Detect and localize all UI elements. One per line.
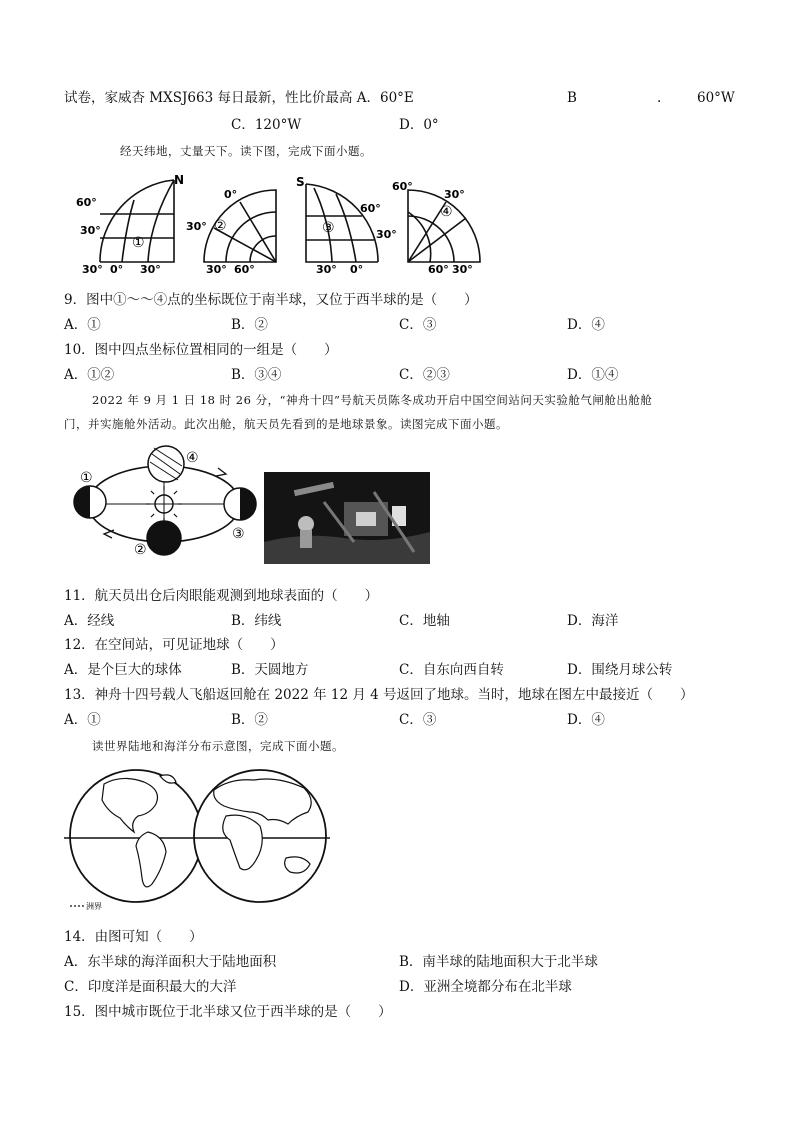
q8-option-d: D．0°	[399, 117, 439, 133]
q13-option-b: B．②	[231, 712, 268, 728]
d1-lat60-label: 60°	[76, 196, 97, 209]
q14-option-a: A．东半球的海洋面积大于陆地面积	[64, 954, 277, 970]
earth-orbit-diagram	[68, 442, 266, 564]
d3-lat60-label: 60°	[360, 202, 381, 215]
d3-south-label: S	[296, 175, 305, 189]
d4-top60-label: 60°	[392, 180, 413, 193]
d3-lon-a-label: 30°	[316, 263, 337, 276]
q8-option-c: C．120°W	[231, 117, 302, 133]
q13-option-c: C．③	[399, 712, 437, 728]
intro-spacewalk-line1: 2022 年 9 月 1 日 18 时 26 分，“神舟十四”号航天员陈冬成功开启中国空间站问天实验舱气闸舱出舱舱	[92, 393, 653, 407]
d2-left30-label: 30°	[186, 220, 207, 233]
q8-stem: 试卷，家威杏 MXSJ663 每日最新，性比价最高 A．60°E	[64, 90, 414, 106]
map-legend-border-label: 洲界	[86, 902, 102, 911]
orbit-marker-1: ①	[80, 470, 93, 486]
d2-bottom60-label: 60°	[234, 263, 255, 276]
q12-stem: 12．在空间站，可见证地球（ ）	[64, 637, 284, 653]
spacewalk-photo	[264, 472, 430, 564]
intro-coordinates: 经天纬地，丈量天下。读下图，完成下面小题。	[120, 144, 372, 158]
d4-bottom30-label: 30°	[452, 263, 473, 276]
orbit-marker-3: ③	[232, 526, 245, 542]
q14-option-d: D．亚洲全境都分布在北半球	[399, 979, 572, 995]
d3-lat30-label: 30°	[376, 228, 397, 241]
d1-lon-a-label: 30°	[82, 263, 103, 276]
q9-option-c: C．③	[399, 317, 437, 333]
q9-stem: 9．图中①～～④点的坐标既位于南半球，又位于西半球的是（ ）	[64, 292, 478, 308]
q10-option-c: C．②③	[399, 367, 450, 383]
q8-option-b-value: 60°W	[697, 90, 735, 106]
q13-option-a: A．①	[64, 712, 101, 728]
coordinate-grid-figure	[74, 172, 504, 276]
orbit-marker-2: ②	[134, 542, 147, 558]
q9-option-d: D．④	[567, 317, 605, 333]
q11-stem: 11．航天员出仓后肉眼能观测到地球表面的（ ）	[64, 588, 379, 604]
d4-right30-label: 30°	[444, 188, 465, 201]
q10-stem: 10．图中四点坐标位置相同的一组是（ ）	[64, 342, 338, 358]
q12-option-a: A．是个巨大的球体	[64, 662, 182, 678]
q9-option-a: A．①	[64, 317, 101, 333]
q11-option-d: D．海洋	[567, 613, 619, 629]
q11-option-b: B．纬线	[231, 613, 282, 629]
q8-option-b-dot: .	[657, 90, 662, 106]
q14-option-b: B．南半球的陆地面积大于北半球	[399, 954, 598, 970]
d1-lat30-label: 30°	[80, 224, 101, 237]
q12-option-d: D．围绕月球公转	[567, 662, 673, 678]
q11-option-a: A．经线	[64, 613, 115, 629]
q9-option-b: B．②	[231, 317, 268, 333]
intro-spacewalk-line2: 门，并实施舱外活动。此次出舱，航天员先看到的是地球景象。读图完成下面小题。	[64, 417, 508, 431]
q11-option-c: C．地轴	[399, 613, 450, 629]
d2-bottom30-label: 30°	[206, 263, 227, 276]
d1-point-marker: ①	[132, 235, 145, 251]
d2-top0-label: 0°	[224, 188, 238, 201]
d1-north-label: N	[174, 173, 185, 187]
q12-option-b: B．天圆地方	[231, 662, 309, 678]
intro-world-map: 读世界陆地和海洋分布示意图，完成下面小题。	[92, 739, 344, 753]
q13-option-d: D．④	[567, 712, 605, 728]
d4-bottom60-label: 60°	[428, 263, 449, 276]
q8-option-b-letter: B	[567, 90, 577, 106]
d2-point-marker: ②	[214, 218, 227, 234]
d1-lon-b-label: 0°	[110, 263, 124, 276]
d4-point-marker: ④	[440, 204, 453, 220]
q10-option-d: D．①④	[567, 367, 619, 383]
q12-option-c: C．自东向西自转	[399, 662, 504, 678]
world-hemispheres-map	[64, 760, 330, 916]
d3-lon-b-label: 0°	[350, 263, 364, 276]
q13-stem: 13．神舟十四号载人飞船返回舱在 2022 年 12 月 4 号返回了地球。当时，地球在图左中最接近（ ）	[64, 687, 694, 703]
orbit-marker-4: ④	[186, 450, 199, 466]
d1-lon-c-label: 30°	[140, 263, 161, 276]
q14-stem: 14．由图可知（ ）	[64, 929, 203, 945]
q15-stem: 15．图中城市既位于北半球又位于西半球的是（ ）	[64, 1004, 392, 1020]
d3-point-marker: ③	[322, 220, 335, 236]
q10-option-a: A．①②	[64, 367, 115, 383]
q14-option-c: C．印度洋是面积最大的大洋	[64, 979, 237, 995]
q10-option-b: B．③④	[231, 367, 282, 383]
